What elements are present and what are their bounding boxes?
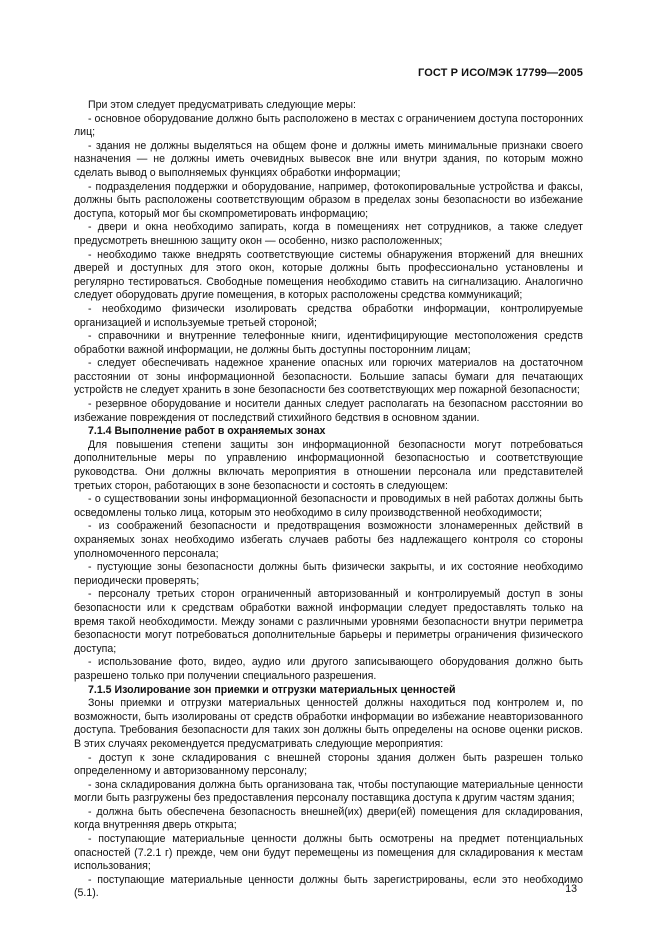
list-item: - поступающие материальные ценности должны быть зарегистрированы, если это необходимо (5.1).	[74, 873, 583, 900]
paragraph-section-7-1-5: Зоны приемки и отгрузки материальных ценностей должны находиться под контролем и, по возможности, быть изолированы от средств обработки информации во избежание неавторизованного доступа. Требования безопасности для таких зон должны быть определены на основе оценки рисков. В этих случаях рекомендуется предусматривать следующие мероприятия:	[74, 697, 583, 750]
list-item: - подразделения поддержки и оборудование, например, фотокопировальные устройства и факсы, должны быть расположены соответствующим образом в пределах зоны безопасности во избежание доступа, который мог бы скомпрометировать информацию;	[74, 180, 583, 220]
list-item: - персоналу третьих сторон ограниченный авторизованный и контролируемый доступ в зоны безопасности или к средствам обработки важной информации следует предоставлять только на время такой необходимости. Между зонами с различными уровнями безопасности внутри периметра безопасности могут потребоваться дополнительные барьеры и периметры ограничения физического доступа;	[74, 588, 583, 655]
list-item: - из соображений безопасности и предотвращения возможности злонамеренных действий в охраняемых зонах необходимо избегать случаев работы без надлежащего контроля со стороны уполномоченного персонала;	[74, 520, 583, 560]
list-item: - поступающие материальные ценности должны быть осмотрены на предмет потенциальных опасностей (7.2.1 г) прежде, чем они будут перемещены из помещения для складирования к местам использования;	[74, 833, 583, 873]
list-item: - доступ к зоне складирования с внешней стороны здания должен быть разрешен только определенному и авторизованному персоналу;	[74, 751, 583, 778]
list-item: - здания не должны выделяться на общем фоне и должны иметь минимальные признаки своего назначения — не должны иметь очевидных вывесок вне или внутри здания, по которым можно сделать вывод о выполняемых функциях обработки информации;	[74, 139, 583, 179]
paragraph-intro: При этом следует предусматривать следующие меры:	[88, 99, 356, 111]
list-item: - использование фото, видео, аудио или другого записывающего оборудования должно быть разрешено только при получении специального разрешения.	[74, 656, 583, 682]
list-item: - основное оборудование должно быть расположено в местах с ограничением доступа посторонних лиц;	[74, 112, 583, 139]
paragraph-section-7-1-4: Для повышения степени защиты зон информационной безопасности могут потребоваться дополнительные меры по управлению информационной безопасностью и соответствующие руководства. Они должны включать мероприятия в отношении персонала или представителей третьих сторон, работающих в зоне безопасности и состоять в следующем:	[74, 438, 583, 492]
document-body	[74, 99, 583, 901]
section-heading-7-1-4: 7.1.4 Выполнение работ в охраняемых зонах	[88, 425, 326, 438]
list-item: - справочники и внутренние телефонные книги, идентифицирующие местоположения средств обработки важной информации, не должны быть доступны посторонним лицам;	[74, 330, 583, 356]
page-number: 13	[565, 883, 577, 895]
list-item: - резервное оборудование и носители данных следует располагать на безопасном расстоянии во избежание повреждения от последствий стихийного бедствия в основном здании.	[74, 398, 583, 424]
list-item: - пустующие зоны безопасности должны быть физически закрыты, и их состояние необходимо периодически проверять;	[74, 561, 583, 587]
list-item: - следует обеспечивать надежное хранение опасных или горючих материалов на достаточном расстоянии от зоны информационной безопасности. Большие запасы бумаги для печатающих устройств не следует хранить в зоне безопасности без соответствующих мер пожарной безопасности;	[74, 357, 583, 397]
list-item: - двери и окна необходимо запирать, когда в помещениях нет сотрудников, а также следует предусмотреть внешнюю защиту окон — особенно, низко расположенных;	[74, 221, 583, 247]
list-item: - о существовании зоны информационной безопасности и проводимых в ней работах должны быть осведомлены только лица, которым это необходимо в силу производственной необходимости;	[74, 493, 583, 519]
standard-code-header: ГОСТ Р ИСО/МЭК 17799—2005	[418, 67, 583, 79]
section-heading-7-1-5: 7.1.5 Изолирование зон приемки и отгрузки материальных ценностей	[88, 683, 456, 696]
list-item: - необходимо физически изолировать средства обработки информации, контролируемые организацией и используемые третьей стороной;	[74, 302, 583, 329]
list-item: - должна быть обеспечена безопасность внешней(их) двери(ей) помещения для складирования, когда внутренняя дверь открыта;	[74, 805, 583, 832]
list-item: - необходимо также внедрять соответствующие системы обнаружения вторжений для внешних дверей и доступных для этого окон, которые должны быть профессионально установлены и регулярно тестироваться. Свободные помещения необходимо ставить на сигнализацию. Аналогично следует оборудовать другие помещения, в которых расположены средства коммуникаций;	[74, 248, 583, 302]
list-item: - зона складирования должна быть организована так, чтобы поступающие материальные ценности могли быть разгружены без предоставления персоналу поставщика доступа к другим частям здания;	[74, 778, 583, 805]
